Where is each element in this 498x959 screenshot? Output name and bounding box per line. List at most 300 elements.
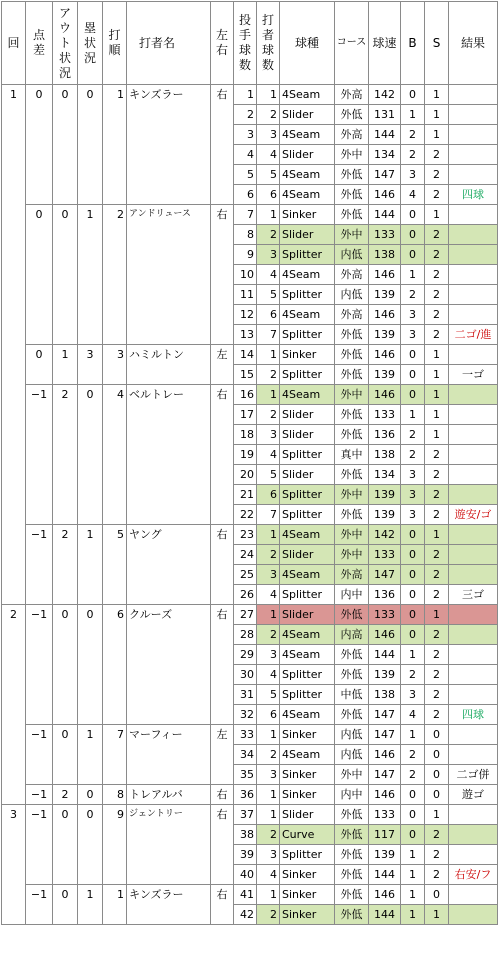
cell-course: 中低 [335,685,369,705]
cell-b: 3 [401,685,425,705]
cell-outs [53,665,78,685]
cell-outs [53,125,78,145]
cell-runners [78,705,103,725]
cell-runners [78,265,103,285]
cell-side: 左 [211,345,234,365]
cell-course: 外中 [335,525,369,545]
cell-pitch-count: 14 [234,345,257,365]
cell-type: 4Seam [280,185,335,205]
cell-batter: クルーズ [127,605,211,625]
header-score-diff: 点差 [26,2,53,85]
cell-runners [78,765,103,785]
cell-pitch-count: 6 [234,185,257,205]
cell-inning [2,165,26,185]
table-row [2,205,498,225]
cell-inning [2,645,26,665]
header-outs: アウト状況 [53,2,78,85]
table-row [2,345,498,365]
cell-course: 外高 [335,305,369,325]
cell-score-diff: 0 [26,345,53,365]
cell-batter: ジェントリー [127,805,211,825]
cell-result [449,825,498,845]
cell-speed: 139 [369,505,401,525]
cell-batter [127,265,211,285]
cell-score-diff [26,105,53,125]
cell-side [211,285,234,305]
cell-side [211,665,234,685]
cell-inning [2,265,26,285]
cell-batter [127,245,211,265]
cell-batter-pitch: 2 [257,225,280,245]
cell-type: Sinker [280,885,335,905]
cell-score-diff [26,305,53,325]
cell-type: Slider [280,405,335,425]
cell-order [103,565,127,585]
table-row [2,105,498,125]
cell-batter [127,545,211,565]
cell-inning [2,725,26,745]
cell-runners [78,305,103,325]
cell-batter-pitch: 2 [257,625,280,645]
cell-inning [2,625,26,645]
cell-side [211,485,234,505]
cell-b: 1 [401,885,425,905]
cell-speed: 139 [369,285,401,305]
cell-course: 外高 [335,565,369,585]
cell-runners: 0 [78,605,103,625]
cell-result: 一ゴ [449,365,498,385]
cell-s: 2 [425,145,449,165]
cell-type: 4Seam [280,525,335,545]
cell-s: 1 [425,425,449,445]
cell-speed: 139 [369,845,401,865]
cell-inning [2,205,26,225]
cell-outs: 2 [53,785,78,805]
cell-s: 2 [425,305,449,325]
cell-b: 2 [401,665,425,685]
cell-side [211,565,234,585]
table-row [2,505,498,525]
cell-score-diff [26,745,53,765]
cell-outs [53,765,78,785]
cell-order [103,325,127,345]
cell-batter [127,285,211,305]
cell-b: 0 [401,205,425,225]
cell-runners [78,665,103,685]
cell-type: 4Seam [280,125,335,145]
header-side: 左右 [211,2,234,85]
cell-speed: 138 [369,245,401,265]
cell-runners [78,865,103,885]
cell-type: 4Seam [280,165,335,185]
cell-course: 真中 [335,445,369,465]
cell-result [449,685,498,705]
cell-pitch-count: 27 [234,605,257,625]
table-row [2,465,498,485]
cell-score-diff [26,145,53,165]
cell-batter [127,125,211,145]
cell-type: Slider [280,545,335,565]
table-row [2,85,498,105]
cell-outs [53,425,78,445]
cell-course: 外低 [335,345,369,365]
cell-runners: 0 [78,785,103,805]
cell-course: 外低 [335,425,369,445]
cell-s: 2 [425,565,449,585]
cell-pitch-count: 18 [234,425,257,445]
cell-result: 遊ゴ [449,785,498,805]
cell-batter: アンドリュース [127,205,211,225]
cell-order [103,405,127,425]
table-row [2,445,498,465]
cell-b: 0 [401,245,425,265]
cell-inning [2,445,26,465]
cell-course: 外低 [335,405,369,425]
cell-b: 0 [401,85,425,105]
cell-outs [53,685,78,705]
cell-type: Splitter [280,285,335,305]
table-row [2,245,498,265]
cell-outs [53,305,78,325]
cell-result [449,125,498,145]
table-row [2,865,498,885]
cell-result [449,405,498,425]
cell-runners: 1 [78,205,103,225]
cell-score-diff: −1 [26,805,53,825]
cell-runners [78,745,103,765]
pitch-log-table [1,1,498,925]
cell-score-diff: −1 [26,525,53,545]
cell-type: 4Seam [280,745,335,765]
cell-course: 外低 [335,605,369,625]
cell-inning [2,465,26,485]
cell-type: 4Seam [280,705,335,725]
cell-batter-pitch: 3 [257,645,280,665]
cell-inning [2,905,26,925]
cell-result: 二ゴ/進 [449,325,498,345]
table-row [2,585,498,605]
cell-order [103,845,127,865]
cell-batter: ハミルトン [127,345,211,365]
cell-speed: 146 [369,385,401,405]
table-row [2,725,498,745]
table-row [2,185,498,205]
cell-inning: 3 [2,805,26,825]
cell-s: 0 [425,765,449,785]
cell-s: 2 [425,225,449,245]
cell-runners: 0 [78,805,103,825]
cell-runners [78,365,103,385]
cell-b: 3 [401,325,425,345]
cell-result [449,465,498,485]
cell-speed: 146 [369,745,401,765]
cell-b: 1 [401,845,425,865]
cell-speed: 133 [369,405,401,425]
table-row [2,805,498,825]
cell-course: 外低 [335,705,369,725]
cell-batter-pitch: 3 [257,125,280,145]
cell-b: 4 [401,185,425,205]
cell-speed: 144 [369,865,401,885]
cell-batter [127,745,211,765]
cell-s: 1 [425,605,449,625]
cell-outs [53,565,78,585]
cell-result [449,885,498,905]
cell-score-diff [26,365,53,385]
cell-outs: 1 [53,345,78,365]
cell-course: 内中 [335,585,369,605]
cell-type: Splitter [280,445,335,465]
cell-type: Sinker [280,725,335,745]
cell-side [211,505,234,525]
cell-pitch-count: 24 [234,545,257,565]
cell-score-diff [26,845,53,865]
cell-order [103,905,127,925]
cell-course: 外高 [335,265,369,285]
cell-score-diff: −1 [26,725,53,745]
cell-score-diff [26,245,53,265]
cell-speed: 144 [369,645,401,665]
cell-order [103,545,127,565]
cell-batter [127,585,211,605]
cell-course: 内低 [335,725,369,745]
cell-score-diff: −1 [26,785,53,805]
cell-score-diff [26,665,53,685]
cell-side: 右 [211,785,234,805]
cell-batter: キンズラー [127,85,211,105]
cell-outs: 2 [53,385,78,405]
cell-outs [53,145,78,165]
cell-b: 3 [401,165,425,185]
cell-pitch-count: 11 [234,285,257,305]
cell-s: 2 [425,285,449,305]
cell-score-diff [26,465,53,485]
cell-outs [53,485,78,505]
cell-side: 右 [211,885,234,905]
cell-outs [53,545,78,565]
cell-outs: 0 [53,885,78,905]
cell-type: 4Seam [280,265,335,285]
cell-s: 1 [425,405,449,425]
cell-runners [78,465,103,485]
table-row [2,305,498,325]
cell-pitch-count: 39 [234,845,257,865]
cell-pitch-count: 16 [234,385,257,405]
cell-pitch-count: 33 [234,725,257,745]
table-row [2,765,498,785]
cell-score-diff [26,505,53,525]
cell-batter [127,865,211,885]
cell-b: 0 [401,605,425,625]
cell-batter [127,905,211,925]
cell-s: 0 [425,745,449,765]
cell-outs [53,825,78,845]
cell-b: 3 [401,485,425,505]
cell-runners [78,105,103,125]
cell-result [449,105,498,125]
cell-speed: 136 [369,425,401,445]
table-row [2,825,498,845]
table-row [2,645,498,665]
cell-s: 2 [425,645,449,665]
cell-inning [2,565,26,585]
cell-result [449,85,498,105]
cell-pitch-count: 17 [234,405,257,425]
cell-outs [53,185,78,205]
header-speed: 球速 [369,2,401,85]
cell-batter [127,645,211,665]
cell-pitch-count: 15 [234,365,257,385]
cell-b: 3 [401,505,425,525]
cell-batter [127,145,211,165]
cell-runners [78,545,103,565]
cell-type: 4Seam [280,85,335,105]
cell-inning [2,345,26,365]
cell-side: 右 [211,605,234,625]
cell-b: 0 [401,365,425,385]
cell-pitch-count: 30 [234,665,257,685]
cell-course: 外低 [335,805,369,825]
cell-course: 内中 [335,785,369,805]
cell-course: 内低 [335,245,369,265]
cell-course: 外低 [335,365,369,385]
table-row [2,885,498,905]
cell-runners [78,325,103,345]
cell-result [449,285,498,305]
cell-batter: マーフィー [127,725,211,745]
cell-runners: 1 [78,885,103,905]
cell-order [103,445,127,465]
cell-side [211,825,234,845]
cell-pitch-count: 38 [234,825,257,845]
cell-order [103,425,127,445]
cell-side [211,145,234,165]
cell-type: Sinker [280,785,335,805]
cell-order [103,485,127,505]
table-row [2,225,498,245]
cell-runners: 1 [78,525,103,545]
cell-pitch-count: 5 [234,165,257,185]
cell-s: 1 [425,525,449,545]
cell-b: 2 [401,145,425,165]
cell-type: Splitter [280,665,335,685]
cell-pitch-count: 34 [234,745,257,765]
cell-order: 9 [103,805,127,825]
cell-score-diff: 0 [26,85,53,105]
cell-batter [127,165,211,185]
cell-s: 1 [425,905,449,925]
cell-side [211,365,234,385]
cell-outs [53,165,78,185]
cell-score-diff [26,705,53,725]
cell-b: 0 [401,385,425,405]
cell-order [103,505,127,525]
cell-course: 外高 [335,125,369,145]
cell-order [103,765,127,785]
cell-course: 外低 [335,665,369,685]
cell-result [449,205,498,225]
cell-b: 1 [401,105,425,125]
cell-s: 1 [425,345,449,365]
header-inning: 回 [2,2,26,85]
table-row [2,845,498,865]
cell-speed: 147 [369,705,401,725]
cell-score-diff: −1 [26,605,53,625]
cell-b: 1 [401,405,425,425]
cell-order [103,165,127,185]
cell-side [211,765,234,785]
cell-inning [2,225,26,245]
cell-type: Splitter [280,365,335,385]
cell-batter [127,325,211,345]
cell-batter [127,445,211,465]
cell-speed: 146 [369,185,401,205]
cell-order [103,645,127,665]
cell-score-diff [26,545,53,565]
cell-side [211,465,234,485]
cell-batter-pitch: 6 [257,705,280,725]
cell-side [211,405,234,425]
cell-b: 3 [401,305,425,325]
cell-order [103,665,127,685]
cell-inning [2,685,26,705]
header-course: コース [335,2,369,85]
cell-outs [53,285,78,305]
cell-s: 2 [425,585,449,605]
cell-side [211,865,234,885]
cell-inning [2,405,26,425]
cell-runners [78,165,103,185]
cell-batter-pitch: 1 [257,605,280,625]
cell-course: 外低 [335,325,369,345]
cell-speed: 134 [369,145,401,165]
cell-b: 0 [401,225,425,245]
cell-side [211,845,234,865]
cell-order [103,285,127,305]
cell-course: 外低 [335,505,369,525]
cell-score-diff [26,485,53,505]
cell-runners [78,185,103,205]
cell-outs [53,365,78,385]
cell-order [103,125,127,145]
cell-outs: 0 [53,205,78,225]
cell-pitch-count: 28 [234,625,257,645]
cell-score-diff [26,585,53,605]
table-row [2,625,498,645]
table-row [2,385,498,405]
cell-outs [53,105,78,125]
cell-batter [127,685,211,705]
cell-inning [2,885,26,905]
cell-type: Splitter [280,245,335,265]
cell-b: 1 [401,865,425,885]
cell-course: 外中 [335,485,369,505]
cell-batter-pitch: 1 [257,725,280,745]
cell-pitch-count: 31 [234,685,257,705]
cell-outs [53,585,78,605]
cell-batter-pitch: 3 [257,245,280,265]
cell-s: 2 [425,465,449,485]
cell-s: 2 [425,165,449,185]
table-row [2,145,498,165]
table-row [2,605,498,625]
cell-course: 内低 [335,285,369,305]
cell-outs [53,465,78,485]
cell-runners [78,685,103,705]
cell-side [211,545,234,565]
cell-runners [78,505,103,525]
cell-inning [2,245,26,265]
